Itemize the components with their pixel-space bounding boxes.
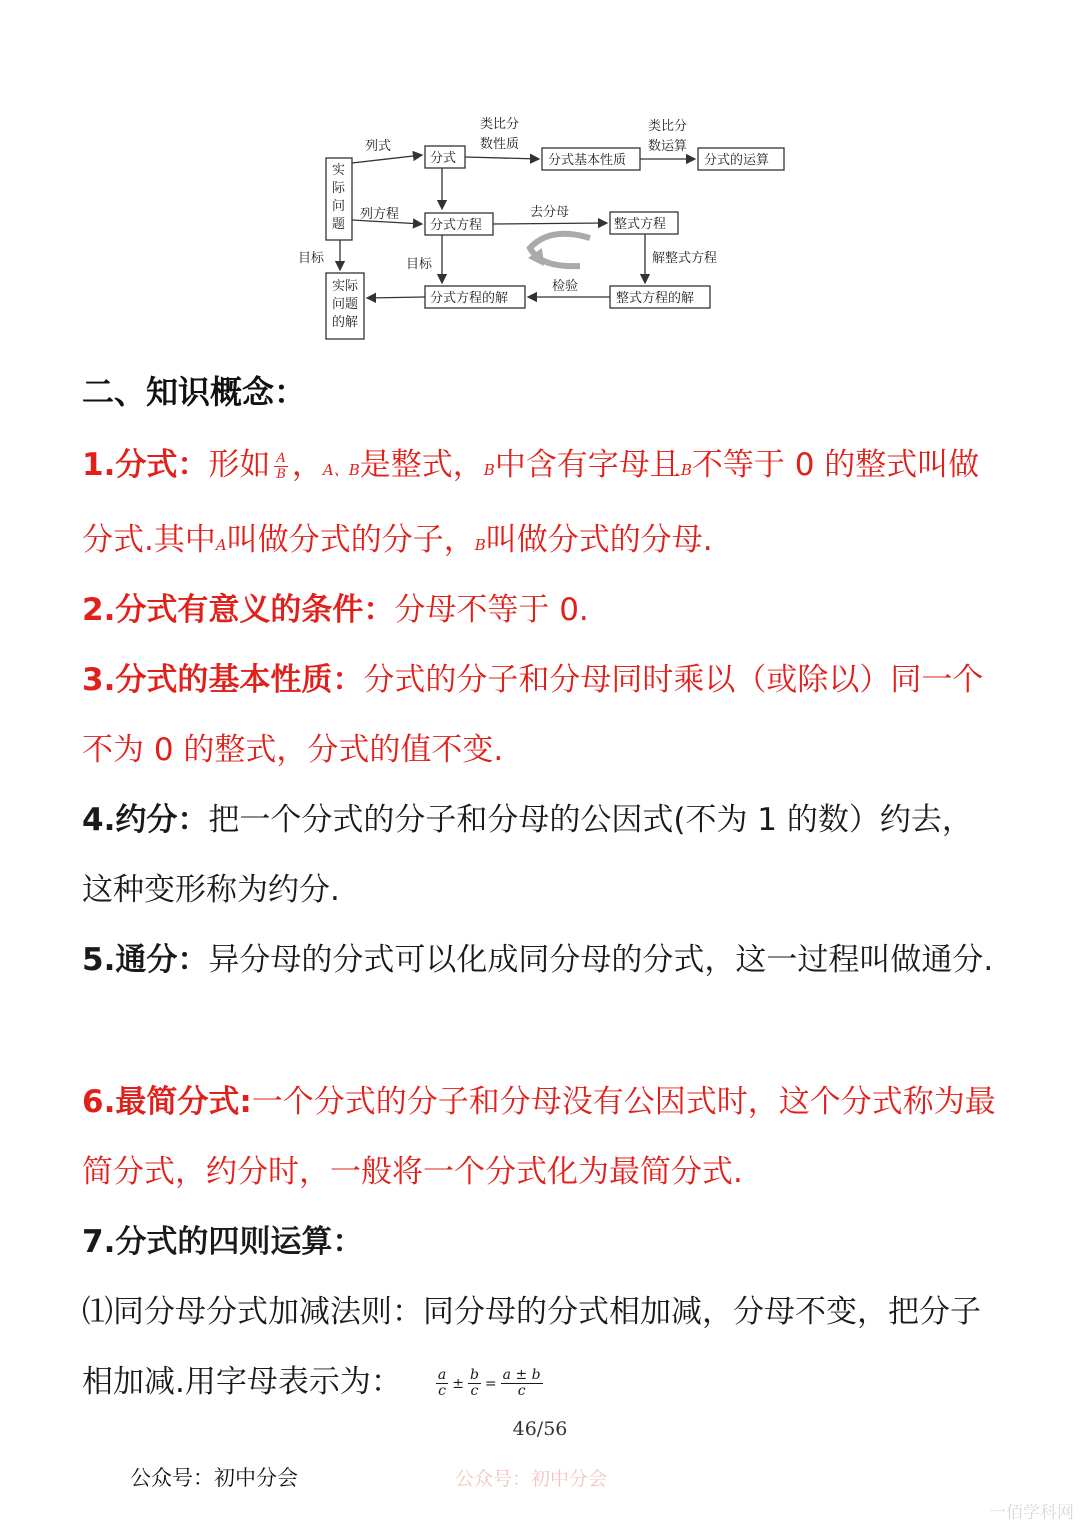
section-heading: 二、知识概念： bbox=[82, 373, 307, 411]
frac-denominator: B bbox=[276, 467, 286, 482]
item-2-text: 分母不等于 0. bbox=[394, 592, 589, 628]
edge-analogy-op-2: 数运算 bbox=[648, 139, 688, 154]
watermark: 一佰学科网 bbox=[989, 1503, 1074, 1523]
label-real-problem-3: 问 bbox=[332, 199, 346, 214]
item-6-text: 一个分式的分子和分母没有公因式时，这个分式称为最简分式，约分时，一般将一个分式化为最简分式. bbox=[82, 1084, 996, 1190]
item-5 bbox=[82, 925, 1002, 995]
footer-account-ghost: 公众号：初中分会 bbox=[455, 1468, 608, 1490]
edge-analogy-prop-1: 类比分 bbox=[480, 117, 520, 132]
item-2-label: 2.分式有意义的条件： bbox=[82, 592, 395, 628]
label-operation: 分式的运算 bbox=[704, 153, 770, 168]
formula-c2: c bbox=[470, 1383, 479, 1399]
item-1-a: A bbox=[215, 536, 227, 554]
frac-numerator: A bbox=[274, 451, 288, 467]
label-fraction: 分式 bbox=[430, 151, 457, 166]
item-1-text-e: 不等于 0 的整式叫做分式.其中 bbox=[82, 447, 980, 558]
edge-check: 检验 bbox=[552, 279, 579, 294]
flowchart-diagram bbox=[290, 108, 810, 348]
label-real-problem-1: 实 bbox=[332, 163, 346, 178]
item-6 bbox=[82, 1067, 1002, 1207]
item-1-label: 1.分式： bbox=[82, 447, 209, 483]
label-real-solution-3: 的解 bbox=[332, 315, 359, 330]
edge-remove-denominator: 去分母 bbox=[530, 205, 570, 220]
formula-pm: ± bbox=[452, 1375, 464, 1392]
label-fraction-equation: 分式方程 bbox=[430, 218, 483, 233]
label-integral-equation: 整式方程 bbox=[614, 217, 667, 232]
item-1-text-g: 叫做分式的分母. bbox=[485, 522, 713, 558]
formula-c1: c bbox=[438, 1383, 446, 1399]
item-1-fraction bbox=[274, 451, 288, 482]
item-7-1-text: ⑴同分母分式加减法则：同分母的分式相加减，分母不变，把分子相加减.用字母表示为： bbox=[82, 1294, 981, 1400]
label-real-solution-1: 实际 bbox=[332, 279, 359, 294]
edge-analogy-prop-2: 数性质 bbox=[480, 137, 520, 152]
formula-num: a ± b bbox=[502, 1367, 541, 1383]
item-2 bbox=[82, 575, 1002, 645]
item-7-label: 7.分式的四则运算： bbox=[82, 1224, 364, 1260]
item-3 bbox=[82, 645, 1002, 785]
item-1 bbox=[82, 430, 1002, 580]
item-1-b2: B bbox=[680, 461, 692, 479]
item-1-text-d: 中含有字母且 bbox=[494, 447, 681, 483]
item-1-text-a: 形如 bbox=[208, 447, 271, 483]
item-1-ab: A、B bbox=[322, 461, 360, 479]
label-real-problem-4: 题 bbox=[332, 217, 346, 232]
edge-target-mid: 目标 bbox=[406, 257, 433, 272]
label-real-solution-2: 问题 bbox=[332, 297, 359, 312]
item-5-label: 5.通分： bbox=[82, 942, 209, 978]
item-7-1 bbox=[82, 1277, 1002, 1419]
label-basic-property: 分式基本性质 bbox=[548, 153, 627, 168]
edge-solve-integral: 解整式方程 bbox=[652, 251, 718, 266]
label-fraction-solution: 分式方程的解 bbox=[430, 291, 509, 306]
formula-b: b bbox=[469, 1367, 479, 1383]
item-4-text: 把一个分式的分子和分母的公因式(不为 1 的数）约去，这种变形称为约分. bbox=[82, 802, 973, 908]
item-1-text-f: 叫做分式的分子， bbox=[226, 522, 475, 558]
edge-formulate-equation: 列方程 bbox=[360, 207, 400, 222]
item-4 bbox=[82, 785, 1002, 925]
page-number: 46/56 bbox=[512, 1418, 568, 1440]
edge-target-left: 目标 bbox=[298, 251, 325, 266]
item-1-text-c: 是整式， bbox=[359, 447, 484, 483]
label-integral-solution: 整式方程的解 bbox=[616, 291, 695, 306]
edge-formulate: 列式 bbox=[365, 139, 392, 154]
item-1-text-b: ， bbox=[291, 447, 323, 483]
item-3-label: 3.分式的基本性质： bbox=[82, 662, 364, 698]
item-1-b3: B bbox=[474, 536, 486, 554]
item-7 bbox=[82, 1207, 1002, 1277]
formula-a: a bbox=[437, 1367, 447, 1383]
item-3-text: 分式的分子和分母同时乘以（或除以）同一个不为 0 的整式，分式的值不变. bbox=[82, 662, 984, 768]
item-4-label: 4.约分： bbox=[82, 802, 209, 838]
item-1-b1: B bbox=[483, 461, 495, 479]
formula-c3: c bbox=[517, 1383, 526, 1399]
addition-formula bbox=[432, 1349, 547, 1419]
formula-eq: = bbox=[484, 1375, 497, 1392]
edge-analogy-op-1: 类比分 bbox=[648, 119, 688, 134]
label-real-problem-2: 际 bbox=[332, 181, 346, 196]
footer-account: 公众号：初中分会 bbox=[130, 1466, 298, 1490]
item-5-text: 异分母的分式可以化成同分母的分式，这一过程叫做通分. bbox=[208, 942, 994, 978]
item-6-label: 6.最简分式: bbox=[82, 1084, 252, 1120]
